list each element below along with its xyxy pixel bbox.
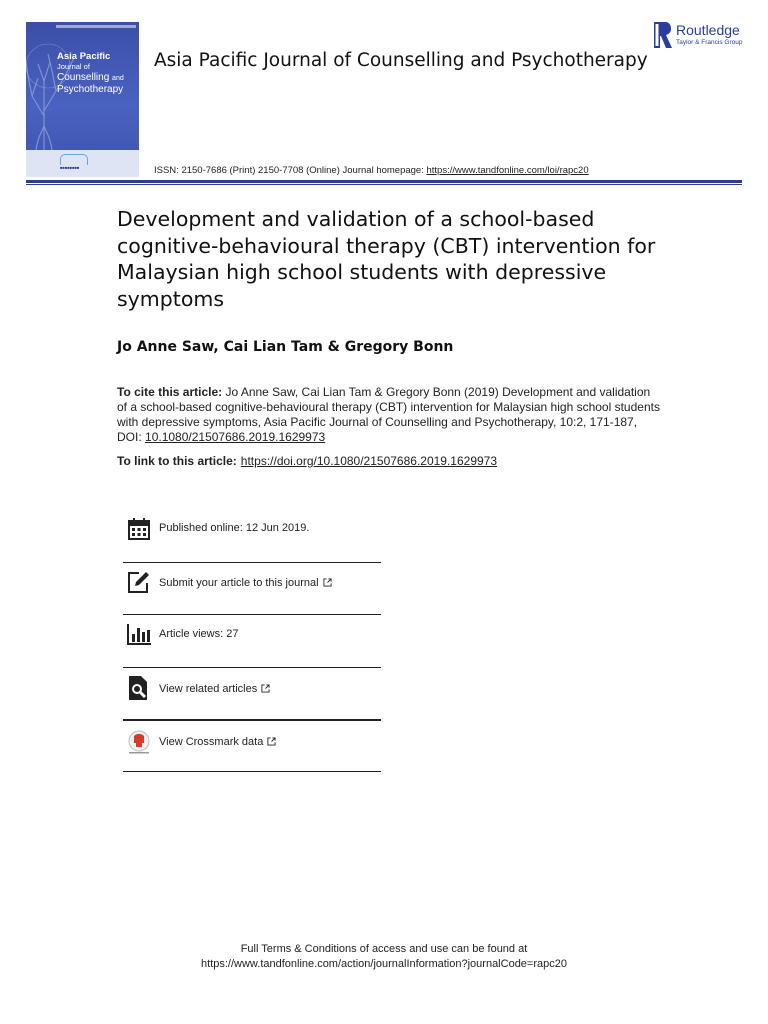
publisher-subtitle: Taylor & Francis Group [676,39,743,46]
journal-cover-thumbnail[interactable] [26,22,139,177]
header-divider [26,180,742,183]
published-online-text: Published online: 12 Jun 2019. [159,522,310,534]
external-link-icon [267,737,276,746]
info-divider [123,771,381,772]
bar-chart-icon [127,622,151,646]
info-divider [123,562,381,563]
apcp-logo-icon [60,154,88,165]
related-articles-row[interactable] [123,676,381,706]
journal-homepage-link[interactable]: https://www.tandfonline.com/loi/rapc20 [426,165,589,176]
apcp-logo-wordmark: ■■■■■■■■ [60,165,80,170]
edit-icon [127,570,151,594]
article-doi-url-link[interactable]: https://doi.org/10.1080/21507686.2019.1629973 [240,454,498,468]
issn-line [154,165,589,176]
cover-title-line: Counselling and [57,72,124,83]
cover-bottom-band [26,150,139,177]
header-divider-thin [26,184,742,185]
related-articles-link[interactable]: View related articles [159,683,270,695]
external-link-icon [261,684,270,693]
routledge-r-icon [654,22,672,48]
journal-title: Asia Pacific Journal of Counselling and Psychotherapy [154,50,648,71]
calendar-icon [127,517,151,541]
submit-article-link[interactable]: Submit your article to this journal [159,577,332,589]
search-document-icon [127,676,151,700]
external-link-icon [323,578,332,587]
terms-url-link[interactable]: https://www.tandfonline.com/action/journalInformation?journalCode=rapc20 [201,958,567,970]
issn-text: ISSN: 2150-7686 (Print) 2150-7708 (Online) Journal homepage: [154,165,427,176]
crossmark-icon [127,730,151,754]
cover-title-line: Journal of [57,62,90,71]
cover-title-line: Psychotherapy [57,84,124,95]
publisher-name: Routledge [676,22,740,38]
info-divider [123,667,381,668]
published-online-row [123,517,381,547]
citation-text: Jo Anne Saw, Cai Lian Tam & Gregory Bonn (2019) Development and validation of a school-based cognitive-behavioural therapy (CBT) intervention for Malaysian high school students with depressive symptoms, Asia Pacific Journal of Counselling and Psychotherapy, 10:2, 171-187, DOI: [117,385,660,444]
cover-top-strip [56,25,136,28]
citation-block [117,385,662,445]
article-authors: Jo Anne Saw, Cai Lian Tam & Gregory Bonn [117,339,454,355]
article-title: Development and validation of a school-based cognitive-behavioural therapy (CBT) intervention for Malaysian high school students with depressive symptoms [117,207,656,311]
terms-footer [0,942,768,972]
citation-label: To cite this article: [117,385,223,399]
terms-line: Full Terms & Conditions of access and use can be found at [240,943,528,955]
cover-title [57,52,137,95]
crossmark-link[interactable]: View Crossmark data [159,736,276,748]
article-views-row [123,622,381,652]
cover-title-line: Asia Pacific [57,51,111,62]
submit-article-row[interactable] [123,570,381,600]
article-views-text: Article views: 27 [159,628,239,640]
publisher-logo[interactable] [652,22,752,52]
link-label: To link to this article: [117,454,237,468]
doi-link[interactable]: 10.1080/21507686.2019.1629973 [145,430,326,444]
info-divider [123,614,381,615]
article-link-line [117,454,497,468]
crossmark-row[interactable] [123,730,381,760]
info-divider [123,719,381,721]
